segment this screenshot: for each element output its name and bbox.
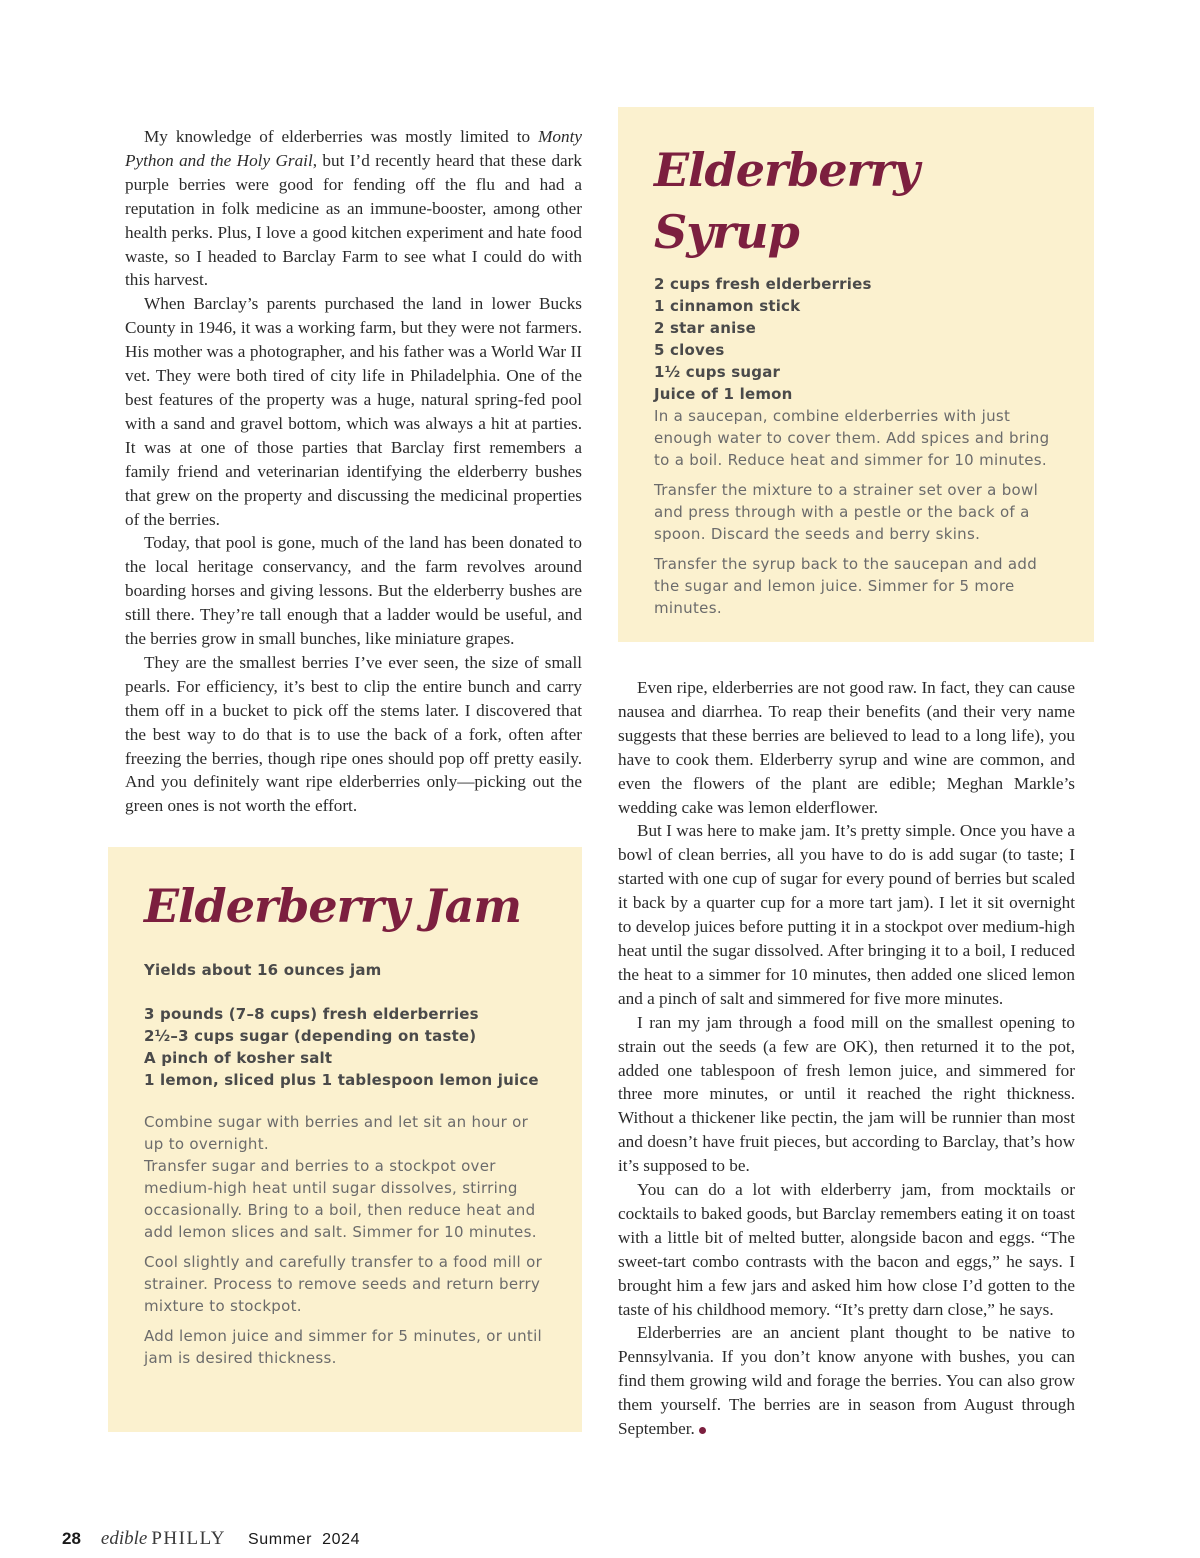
ingredient-item: 3 pounds (7–8 cups) fresh elderberries (144, 1005, 479, 1023)
magazine-name-edible: edible (100, 1528, 148, 1549)
ingredient-item: Juice of 1 lemon (654, 385, 793, 403)
recipe-box-jam (108, 847, 582, 1432)
ingredient-item: 5 cloves (654, 341, 725, 359)
steps-jam (144, 1111, 546, 1369)
ingredient-item: 2½–3 cups sugar (depending on taste) (144, 1027, 477, 1045)
step-text: Add lemon juice and simmer for 5 minutes, or until jam is desired thickness. (144, 1327, 543, 1367)
article-paragraph: Even ripe, elderberries are not good raw. In fact, they can cause nausea and diarrhea. To reap their benefits (and their very name suggests that these berries are believed to lead to a long life), you have to cook them. Elderberry syrup and wine are common, and even the flowers of the plant are edible; Meghan Markle’s wedding cake was lemon elderflower. (618, 678, 1075, 817)
article-paragraph: You can do a lot with elderberry jam, from mocktails or cocktails to baked goods, but Barclay remembers eating it on toast with a little bit of melted butter, alongside bacon and eggs. “The sweet-tart combo contrasts with the bacon and eggs,” he says. I brought him a few jars and asked him how close I’d gotten to the taste of his childhood memory. “It’s pretty darn close,” he says. (618, 1180, 1075, 1319)
steps-syrup (654, 405, 1060, 619)
recipe-yield: Yields about 16 ounces jam (144, 961, 382, 979)
end-mark-icon (699, 1427, 706, 1434)
ingredient-item: 1 cinnamon stick (654, 297, 801, 315)
ingredient-item: 2 cups fresh elderberries (654, 275, 872, 293)
article-paragraph: My knowledge of elderberries was mostly limited to Monty Python and the Holy Grail, but I’d recently heard that these dark purple berries were good for fending off the flu and had a reputation in folk medicine as an immune-booster, among other health perks. Plus, I love a good kitchen experiment and hate food waste, so I headed to Barclay Farm to see what I could do with this harvest. (125, 127, 582, 290)
ingredient-item: 1 lemon, sliced plus 1 tablespoon lemon juice (144, 1071, 539, 1089)
step-text: Combine sugar with berries and let sit an hour or up to overnight. (144, 1113, 529, 1153)
film-title: Monty Python and the Holy Grail (125, 127, 582, 170)
article-paragraph: Elderberries are an ancient plant thought to be native to Pennsylvania. If you don’t know anyone with bushes, you can find them growing wild and forage the berries. You can also grow them yourself. The berries are in season from August through September. (618, 1323, 1075, 1439)
article-paragraph: Today, that pool is gone, much of the land has been donated to the local heritage conservancy, and the farm revolves around boarding horses and giving lessons. But the elderberry bushes are still there. They’re tall enough that a ladder would be useful, and the berries grow in small bunches, like miniature grapes. (125, 533, 582, 649)
ingredient-list-syrup (654, 273, 1060, 405)
article-paragraph: They are the smallest berries I’ve ever seen, the size of small pearls. For efficiency, it’s best to clip the entire bunch and carry them off in a bucket to pick off the stems later. I discovered that the best way to do that is to use the back of a fork, often after freezing the berries, though ripe ones should pop off pretty easily. And you definitely want ripe elderberries only—picking out the green ones is not worth the effort. (125, 652, 582, 816)
article-paragraph: When Barclay’s parents purchased the land in lower Bucks County in 1946, it was a working farm, but they were not farmers. His mother was a photographer, and his father was a World War II vet. They were both tired of city life in Philadelphia. One of the best features of the property was a huge, natural spring-fed pool with a sand and gravel bottom, which was always a hit at parties. It was at one of those parties that Barclay first remembers a family friend and veterinarian identifying the elderberry bushes that grew on the property and discussing the medicinal properties of the berries. (125, 294, 582, 529)
ingredient-item: 2 star anise (654, 319, 756, 337)
step-text: Transfer the syrup back to the saucepan and add the sugar and lemon juice. Simmer for 5 more minutes. (654, 555, 1038, 617)
issue-label: Summer 2024 (248, 1531, 361, 1548)
page-number: 28 (62, 1529, 81, 1548)
recipe-title-jam: Elderberry Jam (144, 879, 522, 933)
recipe-box-syrup (618, 107, 1094, 642)
article-column-right (618, 676, 1075, 1441)
recipe-title-syrup: Elderberry Syrup (654, 143, 919, 259)
ingredient-item: A pinch of kosher salt (144, 1049, 333, 1067)
step-text: Transfer sugar and berries to a stockpot over medium-high heat until sugar dissolves, stirring occasionally. Bring to a boil, then reduce heat and add lemon slices and salt. Simmer for 10 minutes. (144, 1157, 537, 1241)
step-text: In a saucepan, combine elderberries with just enough water to cover them. Add spices and bring to a boil. Reduce heat and simmer for 10 minutes. (654, 407, 1050, 469)
page-footer (62, 1528, 360, 1558)
step-text: Transfer the mixture to a strainer set over a bowl and press through with a pestle or the back of a spoon. Discard the seeds and berry skins. (654, 481, 1039, 543)
article-paragraph: But I was here to make jam. It’s pretty simple. Once you have a bowl of clean berries, all you have to do is add sugar (to taste; I started with one cup of sugar for every pound of berries but scaled it back by a quarter cup for a more tart jam). I let it sit overnight to develop juices before putting it in a stockpot over medium-high heat until the sugar dissolved. After bringing it to a boil, I reduced the heat to a simmer for 10 minutes, then added one sliced lemon and a pinch of salt and simmered for five more minutes. (618, 821, 1075, 1008)
article-paragraph: I ran my jam through a food mill on the smallest opening to strain out the seeds (a few are OK), then returned it to the pot, added one tablespoon of fresh lemon juice, and simmered for three more minutes, or until it reached the right thickness. Without a thickener like pectin, the jam will be runnier than most and doesn’t have fruit pieces, but according to Barclay, that’s how it’s supposed to be. (618, 1012, 1075, 1176)
magazine-name-philly: PHILLY (151, 1528, 227, 1549)
step-text: Cool slightly and carefully transfer to a food mill or strainer. Process to remove seeds and return berry mixture to stockpot. (144, 1253, 543, 1315)
article-column-left (125, 125, 582, 818)
ingredient-list-jam (144, 1003, 546, 1091)
ingredient-item: 1½ cups sugar (654, 363, 781, 381)
